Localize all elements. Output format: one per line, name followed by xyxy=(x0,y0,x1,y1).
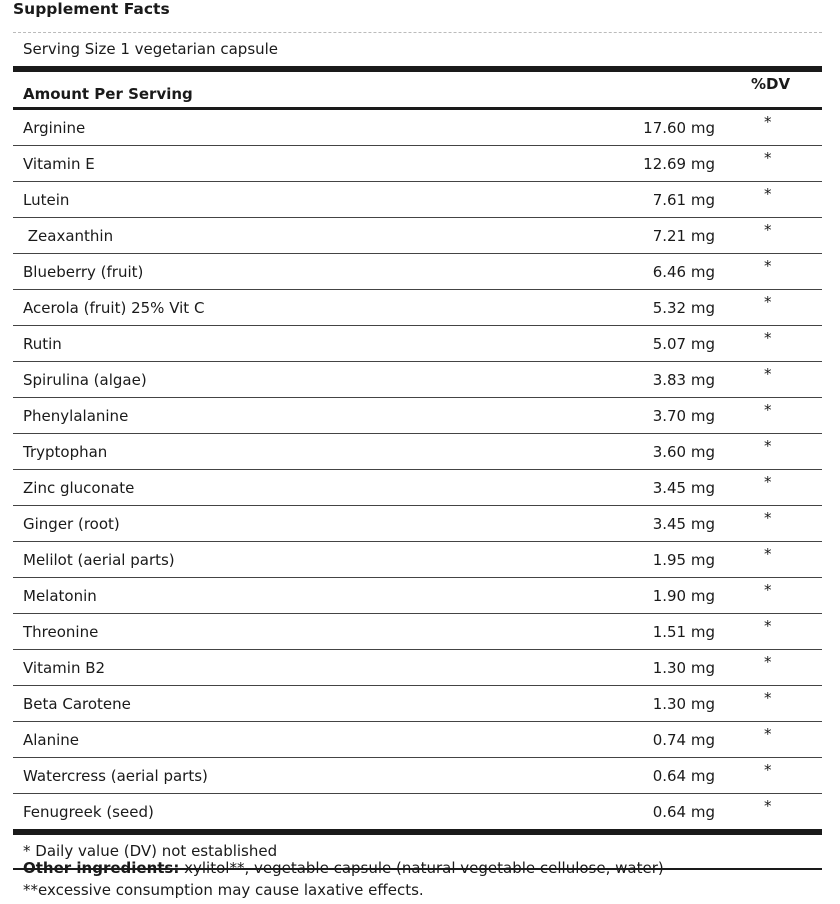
ingredient-dv: * xyxy=(764,617,772,635)
ingredient-amount: 1.90 mg xyxy=(652,587,715,605)
ingredient-amount: 0.64 mg xyxy=(652,767,715,785)
ingredient-dv: * xyxy=(764,761,772,779)
ingredient-name: Alanine xyxy=(23,731,80,749)
laxative-note: **excessive consumption may cause laxative effects. xyxy=(23,881,424,899)
ingredient-amount: 1.51 mg xyxy=(652,623,715,641)
table-row xyxy=(13,650,822,686)
ingredient-dv: * xyxy=(764,365,772,383)
table-row xyxy=(13,326,822,362)
ingredient-dv: * xyxy=(764,473,772,491)
ingredient-amount: 0.64 mg xyxy=(652,803,715,821)
ingredient-name: Zeaxanthin xyxy=(23,227,114,245)
ingredient-amount: 3.83 mg xyxy=(652,371,715,389)
ingredient-dv: * xyxy=(764,545,772,563)
table-row xyxy=(13,398,822,434)
ingredient-name: Vitamin B2 xyxy=(23,659,106,677)
ingredient-amount: 1.30 mg xyxy=(652,695,715,713)
table-row xyxy=(13,362,822,398)
ingredient-name: Ginger (root) xyxy=(23,515,120,533)
supplement-facts-panel xyxy=(13,32,822,870)
table-row xyxy=(13,506,822,542)
ingredient-amount: 1.95 mg xyxy=(652,551,715,569)
amount-per-serving-header: Amount Per Serving xyxy=(23,85,193,103)
ingredient-name: Acerola (fruit) 25% Vit C xyxy=(23,299,205,317)
ingredient-name: Melilot (aerial parts) xyxy=(23,551,175,569)
ingredient-dv: * xyxy=(764,329,772,347)
table-row xyxy=(13,434,822,470)
ingredient-name: Spirulina (algae) xyxy=(23,371,147,389)
ingredient-name: Phenylalanine xyxy=(23,407,129,425)
ingredient-amount: 1.30 mg xyxy=(652,659,715,677)
ingredient-amount: 3.70 mg xyxy=(652,407,715,425)
ingredient-name: Threonine xyxy=(23,623,99,641)
ingredient-name: Beta Carotene xyxy=(23,695,131,713)
ingredient-dv: * xyxy=(764,509,772,527)
ingredient-name: Lutein xyxy=(23,191,70,209)
ingredient-dv: * xyxy=(764,437,772,455)
ingredient-amount: 6.46 mg xyxy=(652,263,715,281)
table-row xyxy=(13,290,822,326)
column-header-row xyxy=(13,72,822,110)
ingredient-name: Arginine xyxy=(23,119,86,137)
table-row xyxy=(13,182,822,218)
ingredient-dv: * xyxy=(764,581,772,599)
panel-title: Supplement Facts xyxy=(13,0,170,18)
ingredient-dv: * xyxy=(764,725,772,743)
ingredient-rows xyxy=(13,110,822,829)
ingredient-amount: 0.74 mg xyxy=(652,731,715,749)
ingredient-amount: 5.32 mg xyxy=(652,299,715,317)
ingredient-amount: 3.45 mg xyxy=(652,479,715,497)
ingredient-name: Zinc gluconate xyxy=(23,479,135,497)
table-row xyxy=(13,542,822,578)
other-ingredients-label: Other ingredients: xyxy=(23,859,180,877)
ingredient-amount: 3.60 mg xyxy=(652,443,715,461)
ingredient-dv: * xyxy=(764,185,772,203)
table-row xyxy=(13,758,822,794)
ingredient-name: Watercress (aerial parts) xyxy=(23,767,208,785)
ingredient-amount: 17.60 mg xyxy=(643,119,715,137)
dv-header: %DV xyxy=(751,75,791,93)
table-row xyxy=(13,146,822,182)
table-row xyxy=(13,686,822,722)
table-row xyxy=(13,470,822,506)
ingredient-dv: * xyxy=(764,221,772,239)
ingredient-name: Rutin xyxy=(23,335,62,353)
table-row xyxy=(13,794,822,829)
table-row xyxy=(13,722,822,758)
ingredient-name: Melatonin xyxy=(23,587,97,605)
other-ingredients xyxy=(23,857,664,901)
ingredient-dv: * xyxy=(764,797,772,815)
table-row xyxy=(13,614,822,650)
ingredient-dv: * xyxy=(764,113,772,131)
ingredient-dv: * xyxy=(764,257,772,275)
ingredient-dv: * xyxy=(764,293,772,311)
serving-size: Serving Size 1 vegetarian capsule xyxy=(23,40,279,58)
other-ingredients-text: xylitol**, vegetable capsule (natural vegetable cellulose, water) xyxy=(179,859,664,877)
ingredient-name: Tryptophan xyxy=(23,443,108,461)
ingredient-dv: * xyxy=(764,653,772,671)
dv-footnote: * Daily value (DV) not established xyxy=(13,835,822,870)
ingredient-name: Blueberry (fruit) xyxy=(23,263,144,281)
ingredient-amount: 5.07 mg xyxy=(652,335,715,353)
table-row xyxy=(13,578,822,614)
table-row xyxy=(13,110,822,146)
table-row xyxy=(13,218,822,254)
ingredient-amount: 7.61 mg xyxy=(652,191,715,209)
ingredient-dv: * xyxy=(764,689,772,707)
ingredient-amount: 12.69 mg xyxy=(643,155,715,173)
ingredient-name: Vitamin E xyxy=(23,155,95,173)
ingredient-dv: * xyxy=(764,401,772,419)
table-row xyxy=(13,254,822,290)
ingredient-amount: 3.45 mg xyxy=(652,515,715,533)
ingredient-dv: * xyxy=(764,149,772,167)
ingredient-name: Fenugreek (seed) xyxy=(23,803,154,821)
ingredient-amount: 7.21 mg xyxy=(652,227,715,245)
